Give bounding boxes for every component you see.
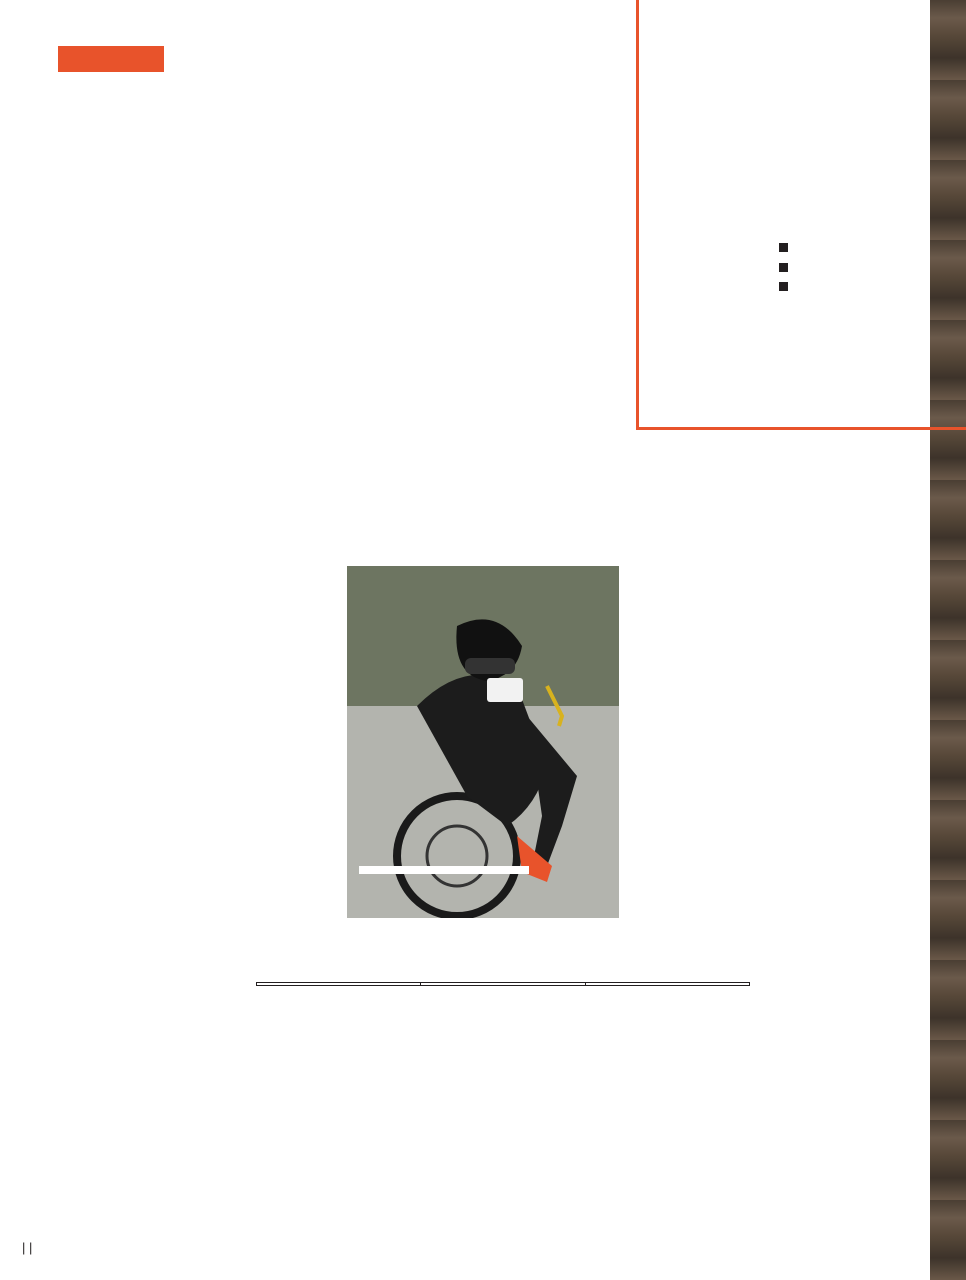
sidebar-border [636,427,966,430]
table-header-cell [257,983,421,986]
table-header-cell [421,983,585,986]
photo-caption [359,866,529,874]
sidebar-list-item [660,258,912,278]
square-bullet-icon [779,263,788,272]
square-bullet-icon [779,243,788,252]
table-header-cell [585,983,749,986]
rider-photo [347,566,619,918]
table-header-row [257,983,750,986]
wood-background-edge [930,0,966,1280]
photo-credit [28,990,48,1210]
sidebar-border [636,0,639,430]
page-footer: | | [22,1240,33,1255]
section-tag [58,46,164,72]
sidebar-list-item [660,238,912,258]
training-table [256,982,750,986]
sidebar-list [660,238,912,297]
square-bullet-icon [779,282,788,291]
sidebar-list-item [660,277,912,297]
